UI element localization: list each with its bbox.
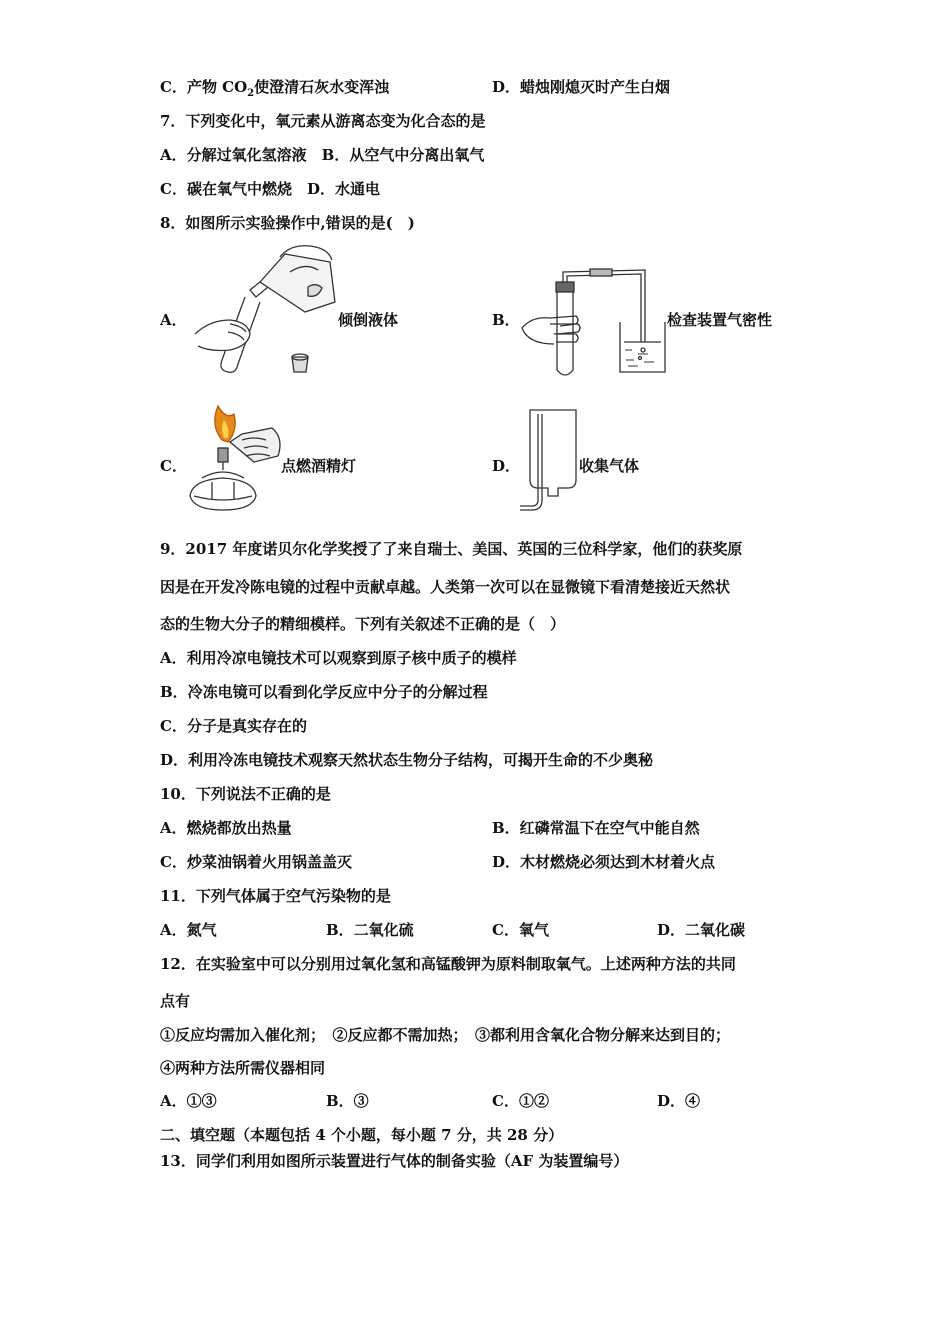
q11-stem: 11．下列气体属于空气污染物的是 <box>160 887 391 905</box>
q12-option-b: B．③ <box>326 1092 369 1110</box>
q9-stem-line-1: 9．2017 年度诺贝尔化学奖授了了来自瑞士、美国、英国的三位科学家，他们的获奖原 <box>160 540 743 558</box>
q10-option-c: C．炒菜油锅着火用锅盖盖灭 <box>160 853 352 871</box>
q8-option-d-letter: D． <box>492 457 521 475</box>
q12-stem-line-2: 点有 <box>160 992 191 1010</box>
q6-option-d: D．蜡烛刚熄灭时产生白烟 <box>492 78 671 96</box>
q8-option-c-text: 点燃酒精灯 <box>281 457 357 475</box>
q11-option-b: B．二氧化硫 <box>326 921 414 939</box>
q8-option-a-letter: A． <box>160 311 187 329</box>
q8-option-b-text: 检查装置气密性 <box>667 311 773 329</box>
q12-items-line-2: ④两种方法所需仪器相同 <box>160 1059 326 1077</box>
q8-option-b-letter: B． <box>492 311 520 329</box>
q10-option-b: B．红磷常温下在空气中能自然 <box>492 819 700 837</box>
q6-option-c: C．产物 $CO_2$使澄清石灰水变浑浊 <box>160 78 390 99</box>
q11-option-a: A．氮气 <box>160 921 217 939</box>
q13-stem: 13．同学们利用如图所示装置进行气体的制备实验（AF 为装置编号） <box>160 1152 629 1170</box>
q9-stem-line-3: 态的生物大分子的精细模样。下列有关叙述不正确的是（ ） <box>160 615 566 633</box>
q10-option-a: A．燃烧都放出热量 <box>160 819 292 837</box>
q10-option-d: D．木材燃烧必须达到木材着火点 <box>492 853 716 871</box>
q9-option-c: C．分子是真实存在的 <box>160 717 307 735</box>
q8-stem: 8．如图所示实验操作中,错误的是( ) <box>160 214 415 232</box>
q12-stem-line-1: 12．在实验室中可以分别用过氧化氢和高锰酸钾为原料制取氧气。上述两种方法的共同 <box>160 955 736 973</box>
q7-stem: 7．下列变化中，氧元素从游离态变为化合态的是 <box>160 112 486 130</box>
q12-option-a: A．①③ <box>160 1092 217 1110</box>
q10-stem: 10．下列说法不正确的是 <box>160 785 331 803</box>
q9-option-b: B．冷冻电镜可以看到化学反应中分子的分解过程 <box>160 683 488 701</box>
q12-items-line-1: ①反应均需加入催化剂； ②反应都不需加热； ③都利用含氧化合物分解来达到目的； <box>160 1026 731 1044</box>
airtightness-check-figure <box>520 242 670 377</box>
q8-option-c-letter: C． <box>160 457 187 475</box>
section-2-title: 二、填空题（本题包括 4 个小题，每小题 7 分，共 28 分） <box>160 1126 564 1144</box>
q8-option-a-text: 倾倒液体 <box>338 311 399 329</box>
q8-option-d-text: 收集气体 <box>579 457 640 475</box>
q9-stem-line-2: 因是在开发冷陈电镜的过程中贡献卓越。人类第一次可以在显微镜下看清楚接近天然状 <box>160 578 731 596</box>
q12-option-d: D．④ <box>657 1092 701 1110</box>
pour-liquid-figure <box>190 242 340 377</box>
q9-option-a: A．利用冷凉电镜技术可以观察到原子核中质子的模样 <box>160 649 517 667</box>
q11-option-c: C．氧气 <box>492 921 549 939</box>
q12-option-c: C．①② <box>492 1092 549 1110</box>
q7-options-cd: C．碳在氧气中燃烧 D．水通电 <box>160 180 380 198</box>
light-alcohol-lamp-figure <box>182 400 287 515</box>
q9-option-d: D．利用冷冻电镜技术观察天然状态生物分子结构，可揭开生命的不少奥秘 <box>160 751 654 769</box>
q7-options-ab: A．分解过氧化氢溶液 B．从空气中分离出氧气 <box>160 146 485 164</box>
collect-gas-figure <box>518 400 588 515</box>
q11-option-d: D．二氧化碳 <box>657 921 746 939</box>
